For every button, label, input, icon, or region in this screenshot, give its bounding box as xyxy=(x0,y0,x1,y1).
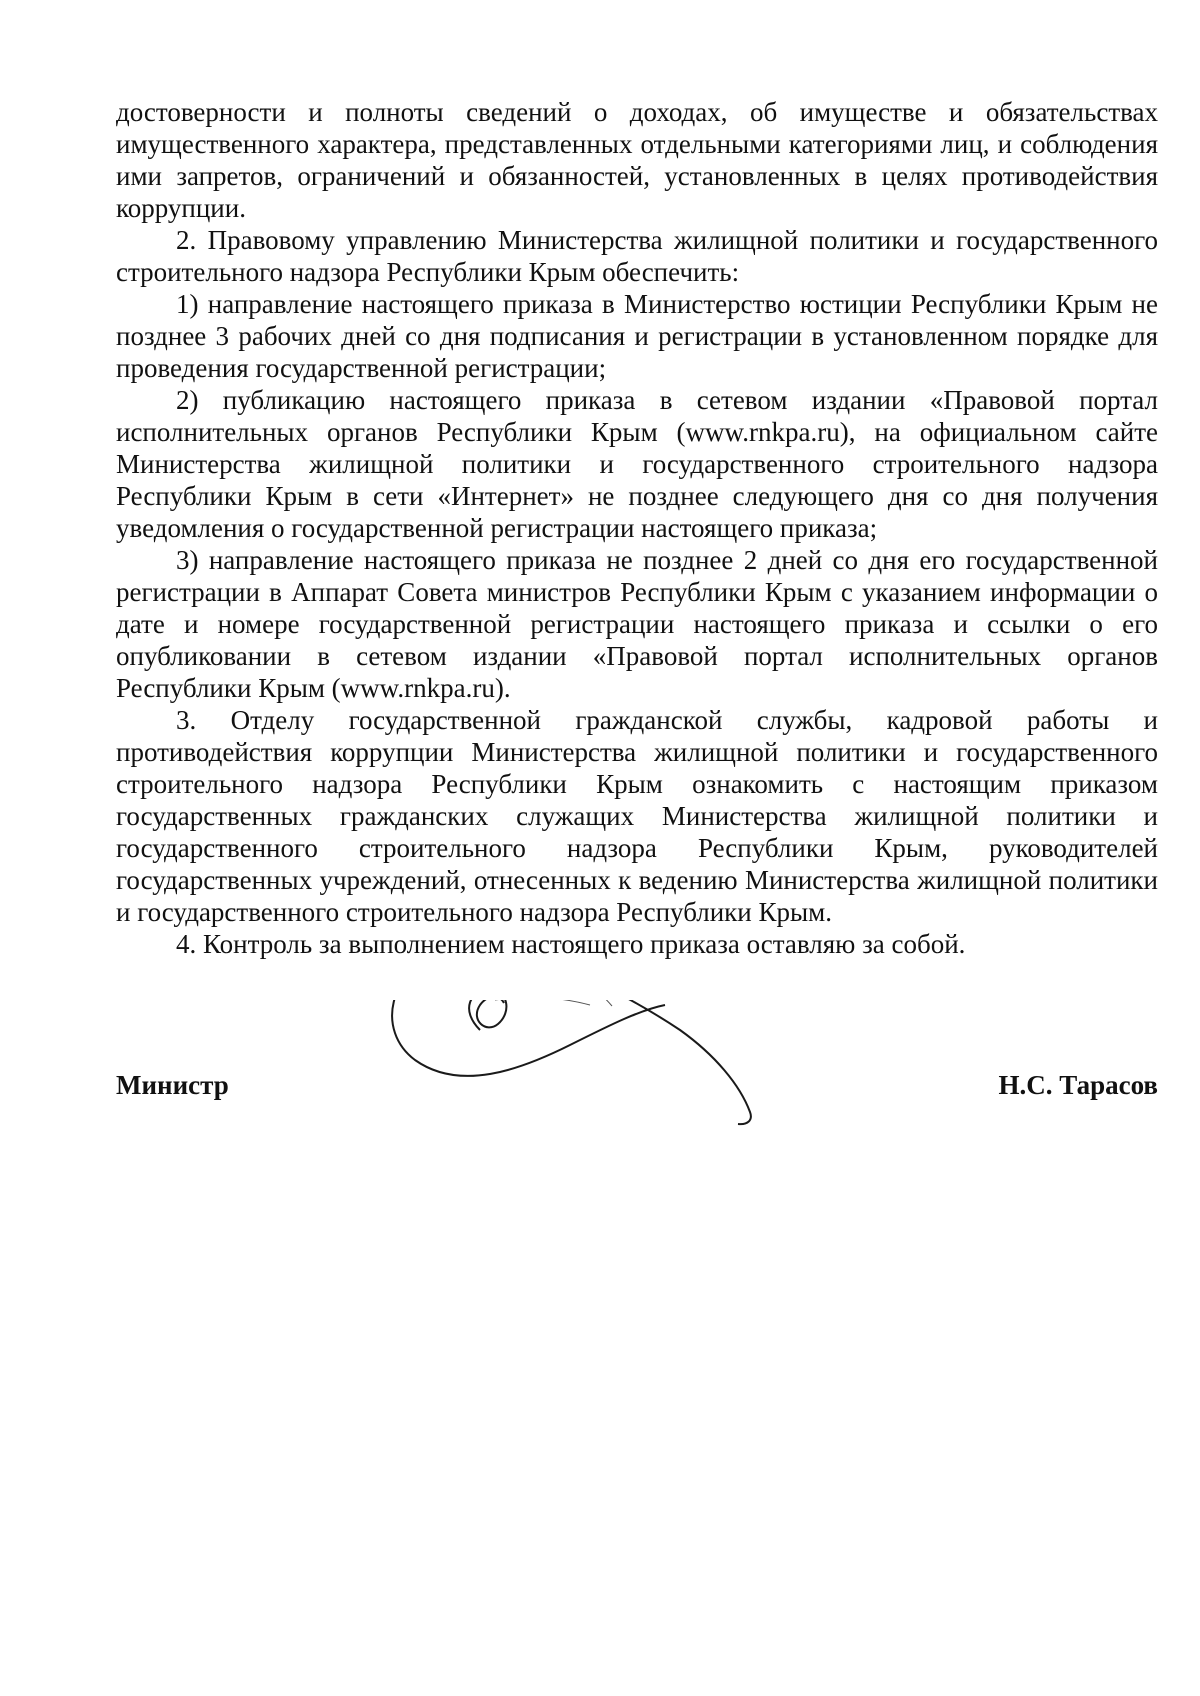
signatory-title: Министр xyxy=(116,1070,229,1100)
paragraph-subitem-3: 3) направление настоящего приказа не позднее 2 дней со дня его государственной регистрации в Аппарат Совета министров Республики Крым с указанием информации о дате и номере государственной регистрации настоящего приказа и ссылки о его опубликовании в сетевом издании «Правовой портал исполнительных органов Республики Крым (www.rnkpa.ru). xyxy=(116,545,1158,703)
paragraph-item-2: 2. Правовому управлению Министерства жилищной политики и государственного строительного надзора Республики Крым обеспечить: xyxy=(116,225,1158,287)
document-body xyxy=(116,96,1158,960)
paragraph-subitem-1: 1) направление настоящего приказа в Министерство юстиции Республики Крым не позднее 3 рабочих дней со дня подписания и регистрации в установленном порядке для проведения государственной регистрации; xyxy=(116,289,1158,383)
signature-block xyxy=(116,1070,1158,1110)
signatory-name: Н.С. Тарасов xyxy=(998,1070,1158,1100)
paragraph-subitem-2: 2) публикацию настоящего приказа в сетевом издании «Правовой портал исполнительных органов Республики Крым (www.rnkpa.ru), на официальном сайте Министерства жилищной политики и государственного строительного надзора Республики Крым в сети «Интернет» не позднее следующего дня со дня получения уведомления о государственной регистрации настоящего приказа; xyxy=(116,385,1158,543)
paragraph-item-4: 4. Контроль за выполнением настоящего приказа оставляю за собой. xyxy=(176,929,966,959)
handwritten-signature xyxy=(320,1000,840,1240)
paragraph-item-3: 3. Отделу государственной гражданской службы, кадровой работы и противодействия коррупции Министерства жилищной политики и государственного строительного надзора Республики Крым ознакомить с настоящим приказом государственных гражданских служащих Министерства жилищной политики и государственного строительного надзора Республики Крым, руководителей государственных учреждений, отнесенных к ведению Министерства жилищной политики и государственного строительного надзора Республики Крым. xyxy=(116,705,1158,927)
paragraph-continuation: достоверности и полноты сведений о доходах, об имуществе и обязательствах имущественного характера, представленных отдельными категориями лиц, и соблюдения ими запретов, ограничений и обязанностей, установленных в целях противодействия коррупции. xyxy=(116,97,1158,223)
